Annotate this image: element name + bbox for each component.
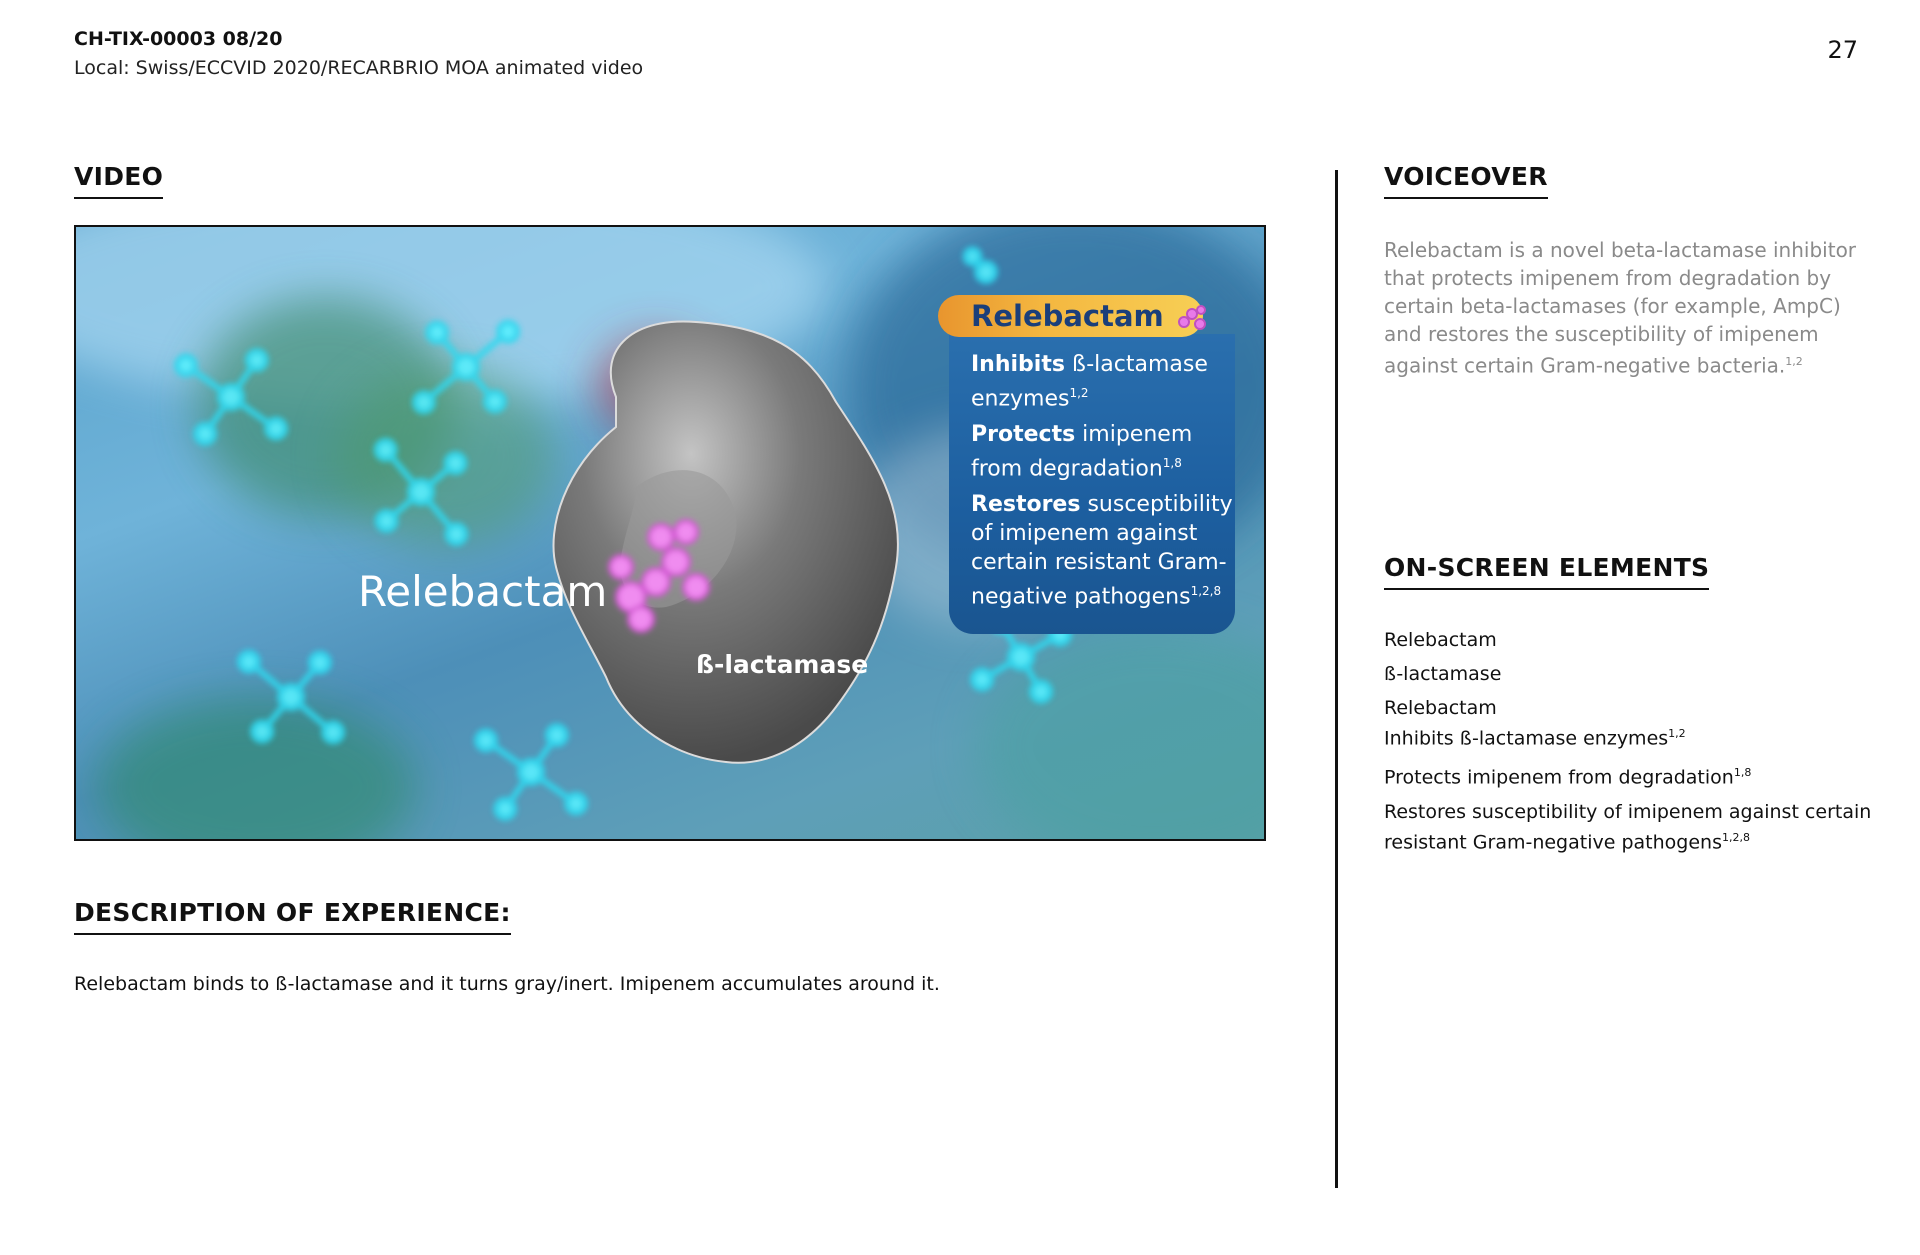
info-item-reference: 1,2 [1069, 386, 1089, 400]
column-divider [1335, 170, 1338, 1188]
info-item-reference: 1,2,8 [1190, 584, 1222, 598]
description-section-title: DESCRIPTION OF EXPERIENCE: [74, 899, 511, 935]
info-item-bold: Inhibits [971, 352, 1065, 377]
info-title: Relebactam [971, 299, 1164, 333]
info-item-protects [971, 420, 1246, 483]
list-item [1384, 628, 1874, 653]
info-item-text: imipenem from degradation [971, 422, 1193, 482]
voiceover-text [1384, 236, 1864, 380]
video-enzyme-label: ß-lactamase [696, 650, 869, 679]
voiceover-section-title: VOICEOVER [1384, 163, 1548, 199]
list-item [1384, 800, 1874, 855]
video-section-title: VIDEO [74, 163, 163, 199]
video-frame[interactable] [74, 225, 1266, 841]
onscreen-section-title: ON-SCREEN ELEMENTS [1384, 554, 1709, 590]
list-item-line: Protects imipenem from degradation$^{1,8}$ [1384, 766, 1752, 789]
info-item-restores [971, 490, 1246, 611]
list-item-reference: 1,2 [1668, 727, 1686, 740]
voiceover-body: Relebactam is a novel beta-lactamase inhibitor that protects imipenem from degradation by certain beta-lactamases (for example, AmpC) and restores the susceptibility of imipenem against certain Gram-negative bacteria. [1384, 238, 1857, 378]
molecule-icon [1176, 300, 1210, 334]
list-item-line: resistant Gram-negative pathogens$^{1,2,8}$ [1384, 830, 1750, 853]
list-item-line: ß-lactamase [1384, 663, 1502, 685]
onscreen-elements-list [1384, 628, 1874, 864]
list-item [1384, 662, 1874, 687]
info-item-bold: Protects [971, 422, 1076, 447]
list-item-line: Relebactam [1384, 629, 1497, 651]
info-item-bold: Restores [971, 492, 1081, 517]
info-item-text: ß-lactamase enzymes [971, 352, 1208, 412]
list-item-reference: 1,2,8 [1721, 830, 1750, 844]
info-item-inhibits [971, 350, 1246, 413]
list-item-line: Relebactam [1384, 697, 1497, 719]
page-number: 27 [1827, 36, 1858, 64]
video-relebactam-label: Relebactam [358, 567, 608, 616]
list-item-reference: 1,8 [1733, 766, 1752, 780]
list-item [1384, 696, 1874, 751]
voiceover-reference: 1,2 [1785, 355, 1803, 368]
list-item-line: Restores susceptibility of imipenem against certain [1384, 800, 1872, 823]
description-text: Relebactam binds to ß-lactamase and it turns gray/inert. Imipenem accumulates around it. [74, 973, 940, 995]
list-item-line: Inhibits ß-lactamase enzymes$^{1,2}$ [1384, 727, 1686, 750]
info-item-text: susceptibility of imipenem against certain resistant Gram-negative pathogens [971, 492, 1233, 610]
document-subtitle: Local: Swiss/ECCVID 2020/RECARBRIO MOA animated video [74, 57, 644, 79]
info-item-reference: 1,8 [1162, 456, 1182, 470]
document-code: CH-TIX-00003 08/20 [74, 28, 283, 50]
list-item [1384, 760, 1874, 790]
